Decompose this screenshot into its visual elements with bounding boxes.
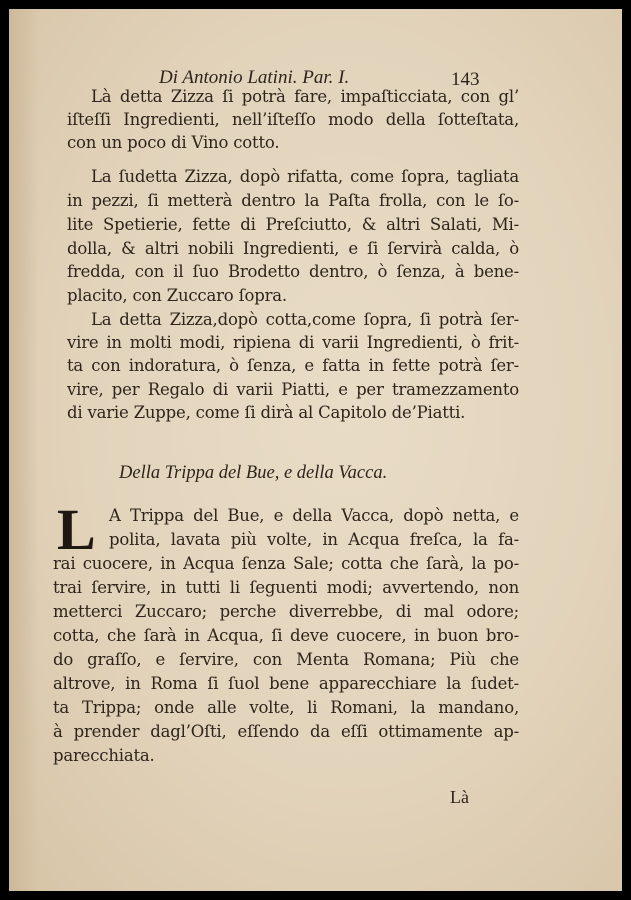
text-line: Là detta Zizza ſi potrà fare, impaſticciata, con gl’ [91,87,519,106]
text-line: in pezzi, ſi metterà dentro la Paſta frolla, con le ſo- [67,191,519,210]
catchword: Là [450,787,469,807]
text-line: A Trippa del Bue, e della Vacca, dopò netta, e [109,506,519,525]
text-line: altrove, in Roma ſi ſuol bene apparecchiare la ſudet- [53,674,519,693]
drop-cap: L [57,497,96,562]
text-line: parecchiata. [53,746,155,765]
running-title: Di Antonio Latini. Par. I. [159,67,350,88]
text-line: rai cuocere, in Acqua ſenza Sale; cotta che ſarà, la po- [53,554,519,573]
text-line: vire, per Regalo di varii Piatti, e per tramezzamento [67,380,519,399]
text-line: ta Trippa; onde alle volte, li Romani, la mandano, [53,698,519,717]
text-line: vire in molti modi, ripiena di varii Ingredienti, ò frit- [67,333,519,352]
text-line: metterci Zuccaro; perche diverrebbe, di mal odore; [53,602,519,621]
text-line: con un poco di Vino cotto. [67,133,280,152]
text-line: La ſudetta Zizza, dopò rifatta, come ſopra, tagliata [91,167,519,186]
text-line: iſteſſi Ingredienti, nell’iſteſſo modo della ſotteſtata, [67,110,519,129]
text-line: cotta, che ſarà in Acqua, ſi deve cuocere, in buon bro- [53,626,519,645]
text-line: do graſſo, e ſervire, con Menta Romana; Più che [53,650,519,669]
text-line: à prender dagl’Oſti, eſſendo da eſſi ottimamente ap- [53,722,519,741]
page-number: 143 [451,69,480,90]
text-line: ta con indoratura, ò ſenza, e fatta in fette potrà ſer- [67,356,519,375]
text-line: trai ſervire, in tutti li ſeguenti modi; avvertendo, non [53,578,519,597]
text-line: lite Spetierie, fette di Preſciutto, & altri Salati, Mi- [67,215,519,234]
book-page [9,9,622,891]
text-line: dolla, & altri nobili Ingredienti, e ſi ſervirà calda, ò [67,239,519,258]
text-line: polita, lavata più volte, in Acqua freſca, la fa- [109,530,519,549]
text-line: fredda, con il ſuo Brodetto dentro, ò ſenza, à bene- [67,262,519,281]
section-heading: Della Trippa del Bue, e della Vacca. [119,463,388,483]
text-line: placito, con Zuccaro ſopra. [67,286,287,305]
text-line: di varie Zuppe, come ſi dirà al Capitolo de’Piatti. [67,403,466,422]
text-line: La detta Zizza,dopò cotta,come ſopra, ſi potrà ſer- [91,310,519,329]
